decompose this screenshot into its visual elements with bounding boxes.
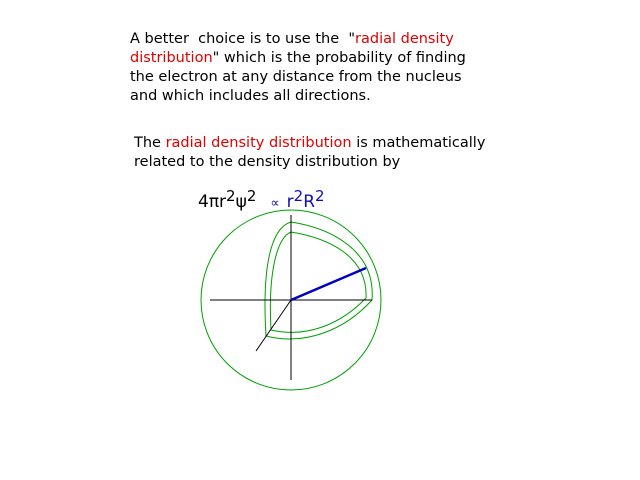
formula-exponent-4: 2 [315,187,325,205]
formula-exponent-2: 2 [246,187,257,205]
shell-outer-boundary [265,222,372,339]
formula-r: r [286,192,294,212]
intro-line-4: and which includes all directions. [130,88,371,104]
intro-line-2-text: " which is the probability of finding [212,50,466,66]
radius-line [291,268,366,300]
radial-density-highlight-1b: distribution [130,50,213,66]
shell-inner-boundary [270,232,366,332]
intro-line-1-text: A better choice is to use the " [130,31,356,47]
radial-density-highlight-1a: radial density [355,31,454,47]
radial-density-highlight-2: radial density distribution [165,135,352,151]
depth-axis [256,300,291,351]
formula-exponent-1: 2 [226,187,236,205]
relation-line-2: related to the density distribution by [134,154,401,170]
relation-line-1-end: is mathematically [351,135,486,151]
formula-4pi-r: 4πr [198,192,227,212]
formula-exponent-3: 2 [293,187,304,205]
relation-line-1-start: The [134,135,166,151]
proportional-to-symbol: ∝ [270,196,280,211]
formula-capital-r: R [303,192,316,212]
intro-line-3: the electron at any distance from the nucleus [130,69,462,85]
formula-psi: ψ [235,192,247,212]
